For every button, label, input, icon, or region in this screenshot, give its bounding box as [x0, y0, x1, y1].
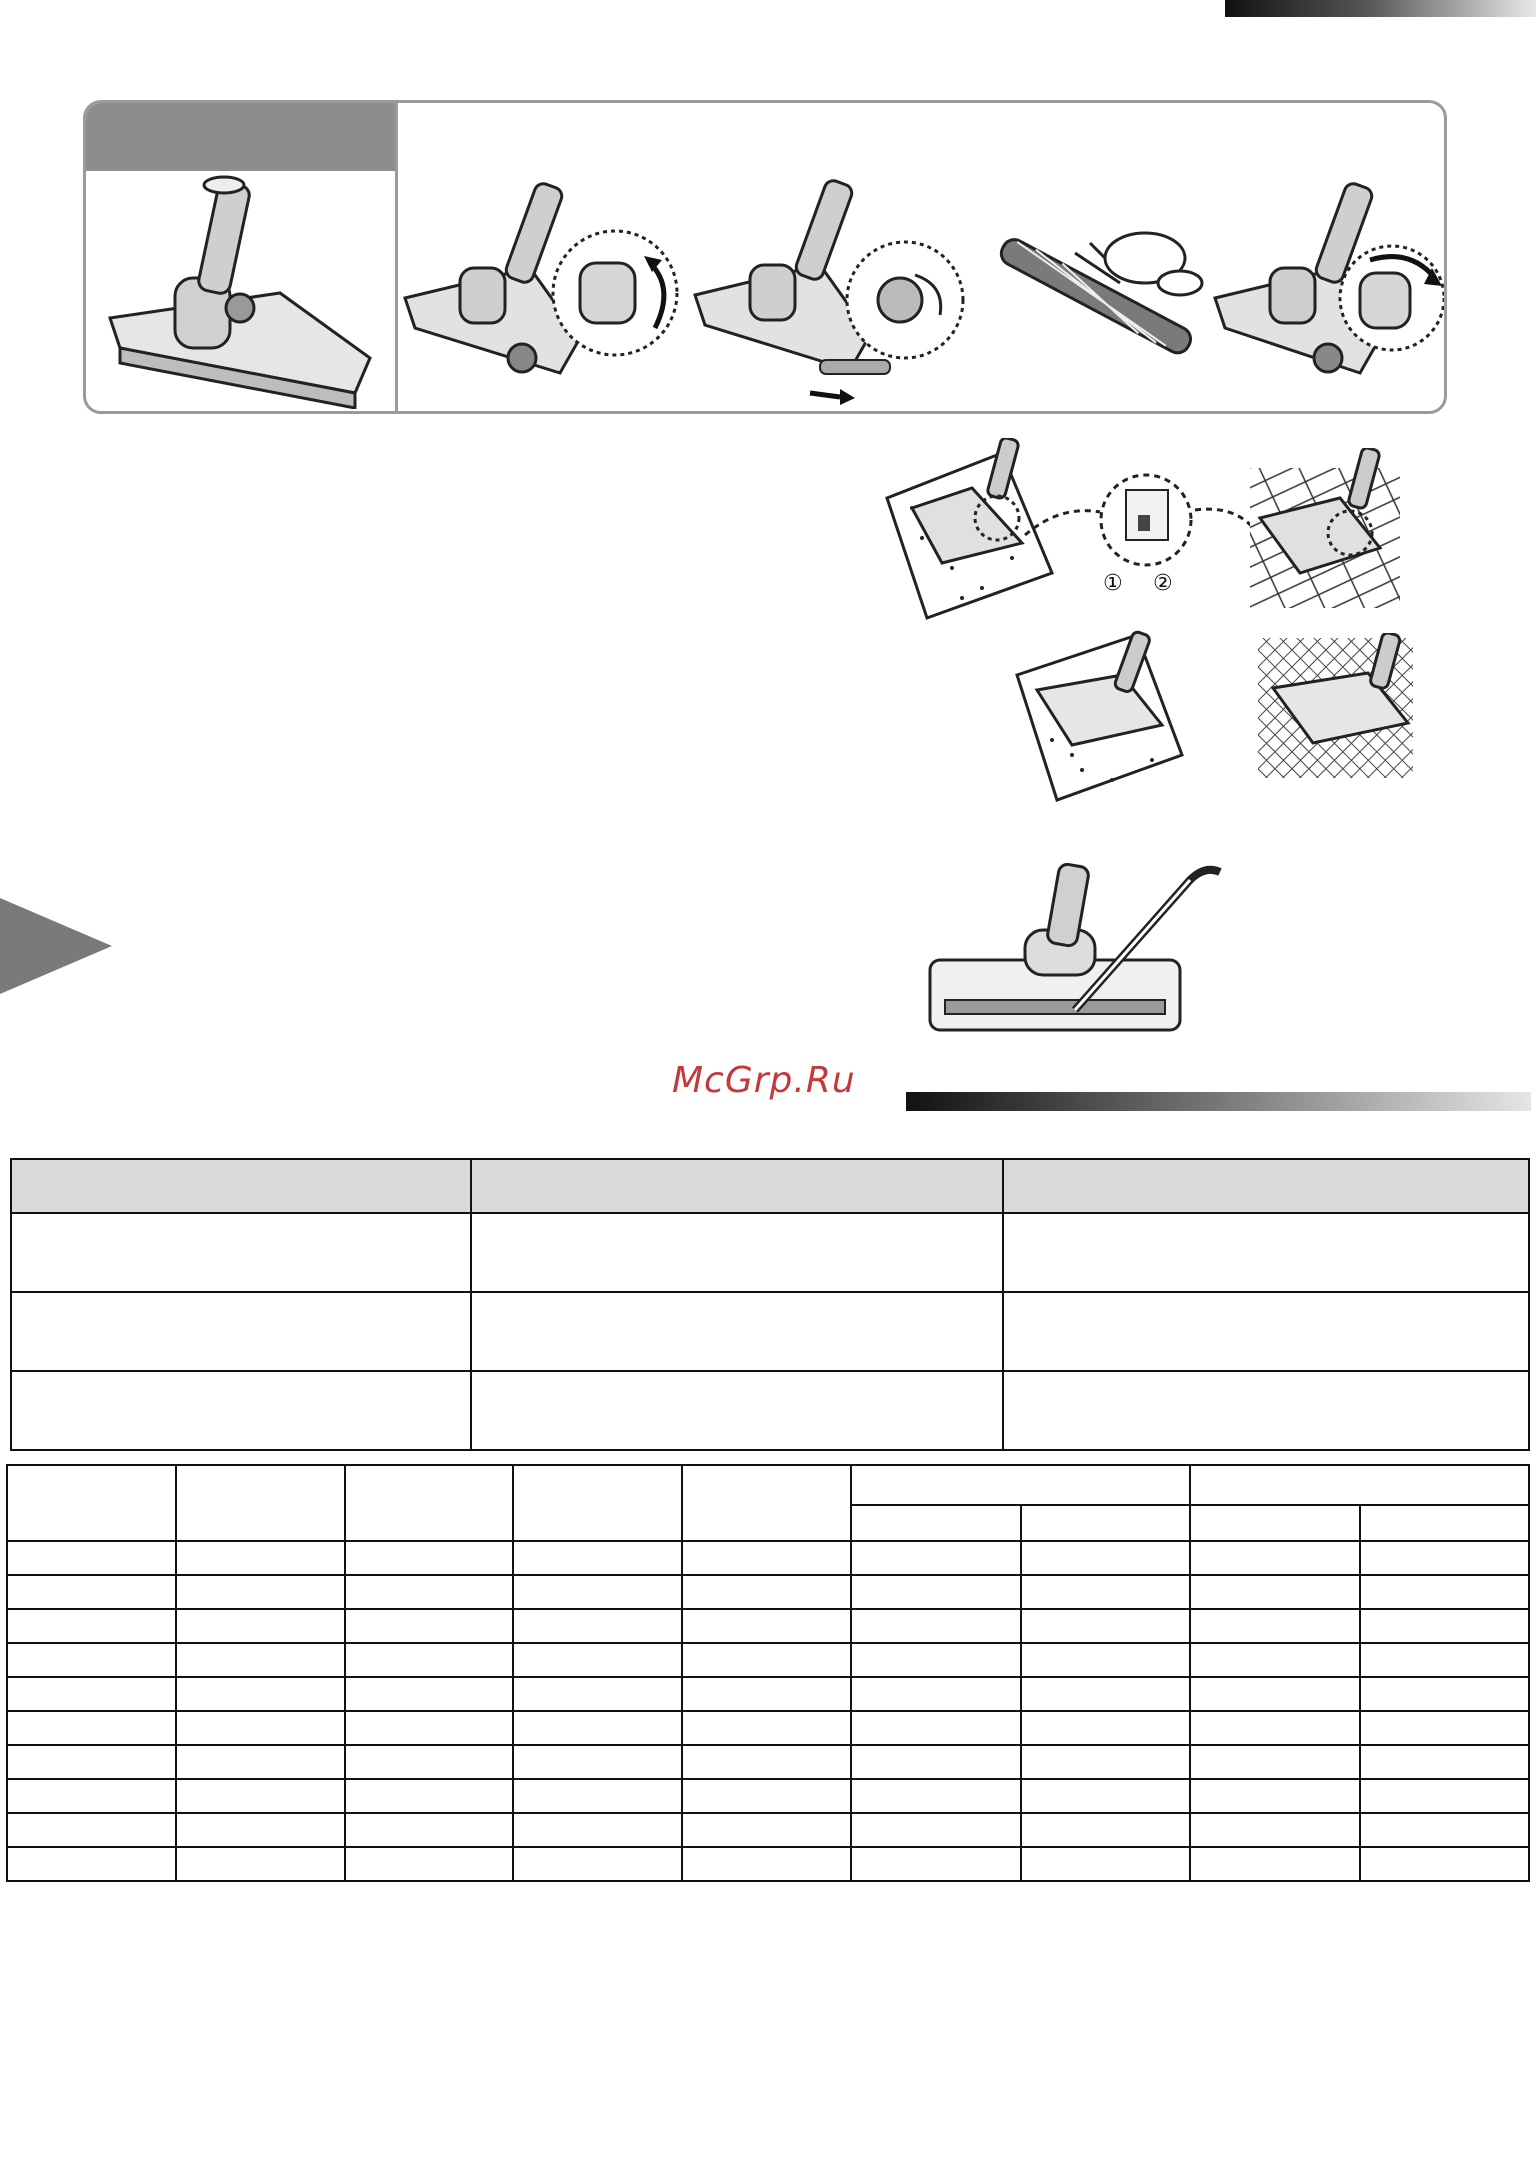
- top-gradient-bar: [1225, 0, 1536, 17]
- table-cell: [851, 1847, 1021, 1881]
- table-cell: [1190, 1813, 1360, 1847]
- table-cell: [345, 1643, 514, 1677]
- table-row: [7, 1541, 1529, 1575]
- table-cell: [1003, 1292, 1529, 1371]
- table-cell: [7, 1779, 176, 1813]
- table-cell: [176, 1779, 345, 1813]
- table-cell: [1021, 1505, 1191, 1541]
- table-cell: [345, 1779, 514, 1813]
- table-cell: [176, 1847, 345, 1881]
- table-row: [7, 1813, 1529, 1847]
- table-cell: [851, 1609, 1021, 1643]
- nozzle-maintenance-panel: [83, 100, 1447, 414]
- table-cell: [851, 1465, 1191, 1505]
- table-cell: [176, 1609, 345, 1643]
- table-cell: [513, 1711, 682, 1745]
- table-cell: [682, 1847, 851, 1881]
- table-cell: [471, 1292, 1002, 1371]
- table-cell: [7, 1813, 176, 1847]
- table-cell: [7, 1745, 176, 1779]
- table-cell: [513, 1643, 682, 1677]
- table-cell: [1021, 1609, 1191, 1643]
- table-cell: [851, 1677, 1021, 1711]
- table-cell: [471, 1213, 1002, 1292]
- table-cell: [1021, 1813, 1191, 1847]
- table-cell: [1360, 1541, 1529, 1575]
- table-cell: [1360, 1643, 1529, 1677]
- table-cell: [682, 1779, 851, 1813]
- table-cell: [1021, 1643, 1191, 1677]
- table-cell: [682, 1541, 851, 1575]
- dashed-connector: [1020, 500, 1260, 540]
- table-cell: [851, 1575, 1021, 1609]
- table-cell: [1021, 1575, 1191, 1609]
- table-cell: [513, 1575, 682, 1609]
- table-cell: [1190, 1505, 1360, 1541]
- table-b-header-row: [7, 1465, 1529, 1505]
- table-cell: [345, 1677, 514, 1711]
- nozzle-dial-unlock-icon: [400, 168, 690, 408]
- table-cell: [1190, 1643, 1360, 1677]
- table-cell: [1360, 1847, 1529, 1881]
- table-cell: [1021, 1745, 1191, 1779]
- table-cell: [1190, 1847, 1360, 1881]
- table-cell: [345, 1847, 514, 1881]
- table-row: [7, 1745, 1529, 1779]
- table-cell: [471, 1371, 1002, 1450]
- table-cell: [1003, 1213, 1529, 1292]
- table-cell: [11, 1213, 471, 1292]
- table-b-body: [7, 1541, 1529, 1881]
- table-cell: [11, 1159, 471, 1213]
- table-cell: [513, 1541, 682, 1575]
- table-cell: [1360, 1609, 1529, 1643]
- table-cell: [1360, 1711, 1529, 1745]
- table-a-header-row: [11, 1159, 1529, 1213]
- table-cell: [345, 1465, 514, 1541]
- table-cell: [176, 1541, 345, 1575]
- table-cell: [7, 1847, 176, 1881]
- floor-nozzle-icon: [100, 173, 385, 409]
- table-cell: [513, 1465, 682, 1541]
- callout-2: ②: [1153, 571, 1173, 595]
- table-cell: [345, 1745, 514, 1779]
- table-cell: [1190, 1465, 1529, 1505]
- table-cell: [345, 1609, 514, 1643]
- table-cell: [1360, 1505, 1529, 1541]
- table-cell: [11, 1292, 471, 1371]
- table-row: [7, 1575, 1529, 1609]
- table-cell: [513, 1813, 682, 1847]
- watermark: McGrp.Ru: [672, 1060, 856, 1101]
- table-cell: [682, 1609, 851, 1643]
- panel-header-tab: [86, 103, 395, 171]
- table-cell: [176, 1745, 345, 1779]
- table-cell: [176, 1711, 345, 1745]
- table-cell: [345, 1813, 514, 1847]
- table-cell: [345, 1541, 514, 1575]
- table-cell: [682, 1643, 851, 1677]
- table-cell: [1021, 1779, 1191, 1813]
- table-cell: [176, 1643, 345, 1677]
- table-cell: [1360, 1779, 1529, 1813]
- table-cell: [1021, 1677, 1191, 1711]
- table-row: [7, 1609, 1529, 1643]
- table-cell: [513, 1609, 682, 1643]
- table-cell: [7, 1575, 176, 1609]
- table-cell: [1360, 1575, 1529, 1609]
- table-cell: [513, 1745, 682, 1779]
- table-cell: [1190, 1541, 1360, 1575]
- table-cell: [513, 1779, 682, 1813]
- table-cell: [1360, 1813, 1529, 1847]
- section-arrow-marker: [0, 898, 112, 994]
- callout-1: ①: [1103, 571, 1123, 595]
- table-cell: [1190, 1779, 1360, 1813]
- table-cell: [513, 1677, 682, 1711]
- table-row: [11, 1371, 1529, 1450]
- table-cell: [345, 1711, 514, 1745]
- table-row: [11, 1292, 1529, 1371]
- section-gradient-bar: [906, 1092, 1531, 1111]
- table-cell: [682, 1745, 851, 1779]
- table-a: [10, 1158, 1530, 1451]
- table-cell: [471, 1159, 1002, 1213]
- table-cell: [1021, 1711, 1191, 1745]
- table-cell: [176, 1575, 345, 1609]
- table-row: [7, 1677, 1529, 1711]
- table-row: [11, 1213, 1529, 1292]
- nozzle-cleaning-icon: [925, 860, 1225, 1060]
- table-row: [7, 1847, 1529, 1881]
- table-row: [7, 1779, 1529, 1813]
- table-row: [7, 1643, 1529, 1677]
- hard-floor-brush-up-icon: [1258, 633, 1413, 778]
- table-cell: [682, 1465, 851, 1541]
- table-cell: [1021, 1847, 1191, 1881]
- roller-cut-hair-icon: [980, 213, 1210, 383]
- table-cell: [1190, 1609, 1360, 1643]
- table-cell: [682, 1813, 851, 1847]
- panel-divider: [395, 103, 398, 414]
- table-cell: [851, 1779, 1021, 1813]
- table-cell: [7, 1609, 176, 1643]
- table-cell: [851, 1643, 1021, 1677]
- table-cell: [345, 1575, 514, 1609]
- table-cell: [1190, 1575, 1360, 1609]
- table-cell: [851, 1813, 1021, 1847]
- table-cell: [682, 1711, 851, 1745]
- table-cell: [1003, 1371, 1529, 1450]
- table-cell: [11, 1371, 471, 1450]
- table-cell: [851, 1505, 1021, 1541]
- table-cell: [851, 1541, 1021, 1575]
- table-cell: [1021, 1541, 1191, 1575]
- carpet-brush-down-icon: [1012, 630, 1187, 805]
- table-cell: [7, 1643, 176, 1677]
- table-cell: [7, 1711, 176, 1745]
- table-row: [7, 1711, 1529, 1745]
- table-cell: [1003, 1159, 1529, 1213]
- table-cell: [176, 1677, 345, 1711]
- table-cell: [176, 1465, 345, 1541]
- table-b: [6, 1464, 1530, 1882]
- brush-roller-remove-icon: [690, 165, 980, 413]
- table-cell: [1360, 1677, 1529, 1711]
- table-cell: [7, 1465, 176, 1541]
- table-cell: [7, 1677, 176, 1711]
- table-cell: [1190, 1711, 1360, 1745]
- table-cell: [682, 1575, 851, 1609]
- table-cell: [682, 1677, 851, 1711]
- table-cell: [851, 1745, 1021, 1779]
- table-cell: [1190, 1745, 1360, 1779]
- table-cell: [851, 1711, 1021, 1745]
- table-cell: [513, 1847, 682, 1881]
- hard-floor-mode-icon: [1250, 448, 1400, 608]
- table-cell: [176, 1813, 345, 1847]
- table-cell: [1360, 1745, 1529, 1779]
- nozzle-dial-lock-icon: [1210, 168, 1446, 408]
- table-cell: [1190, 1677, 1360, 1711]
- table-cell: [7, 1541, 176, 1575]
